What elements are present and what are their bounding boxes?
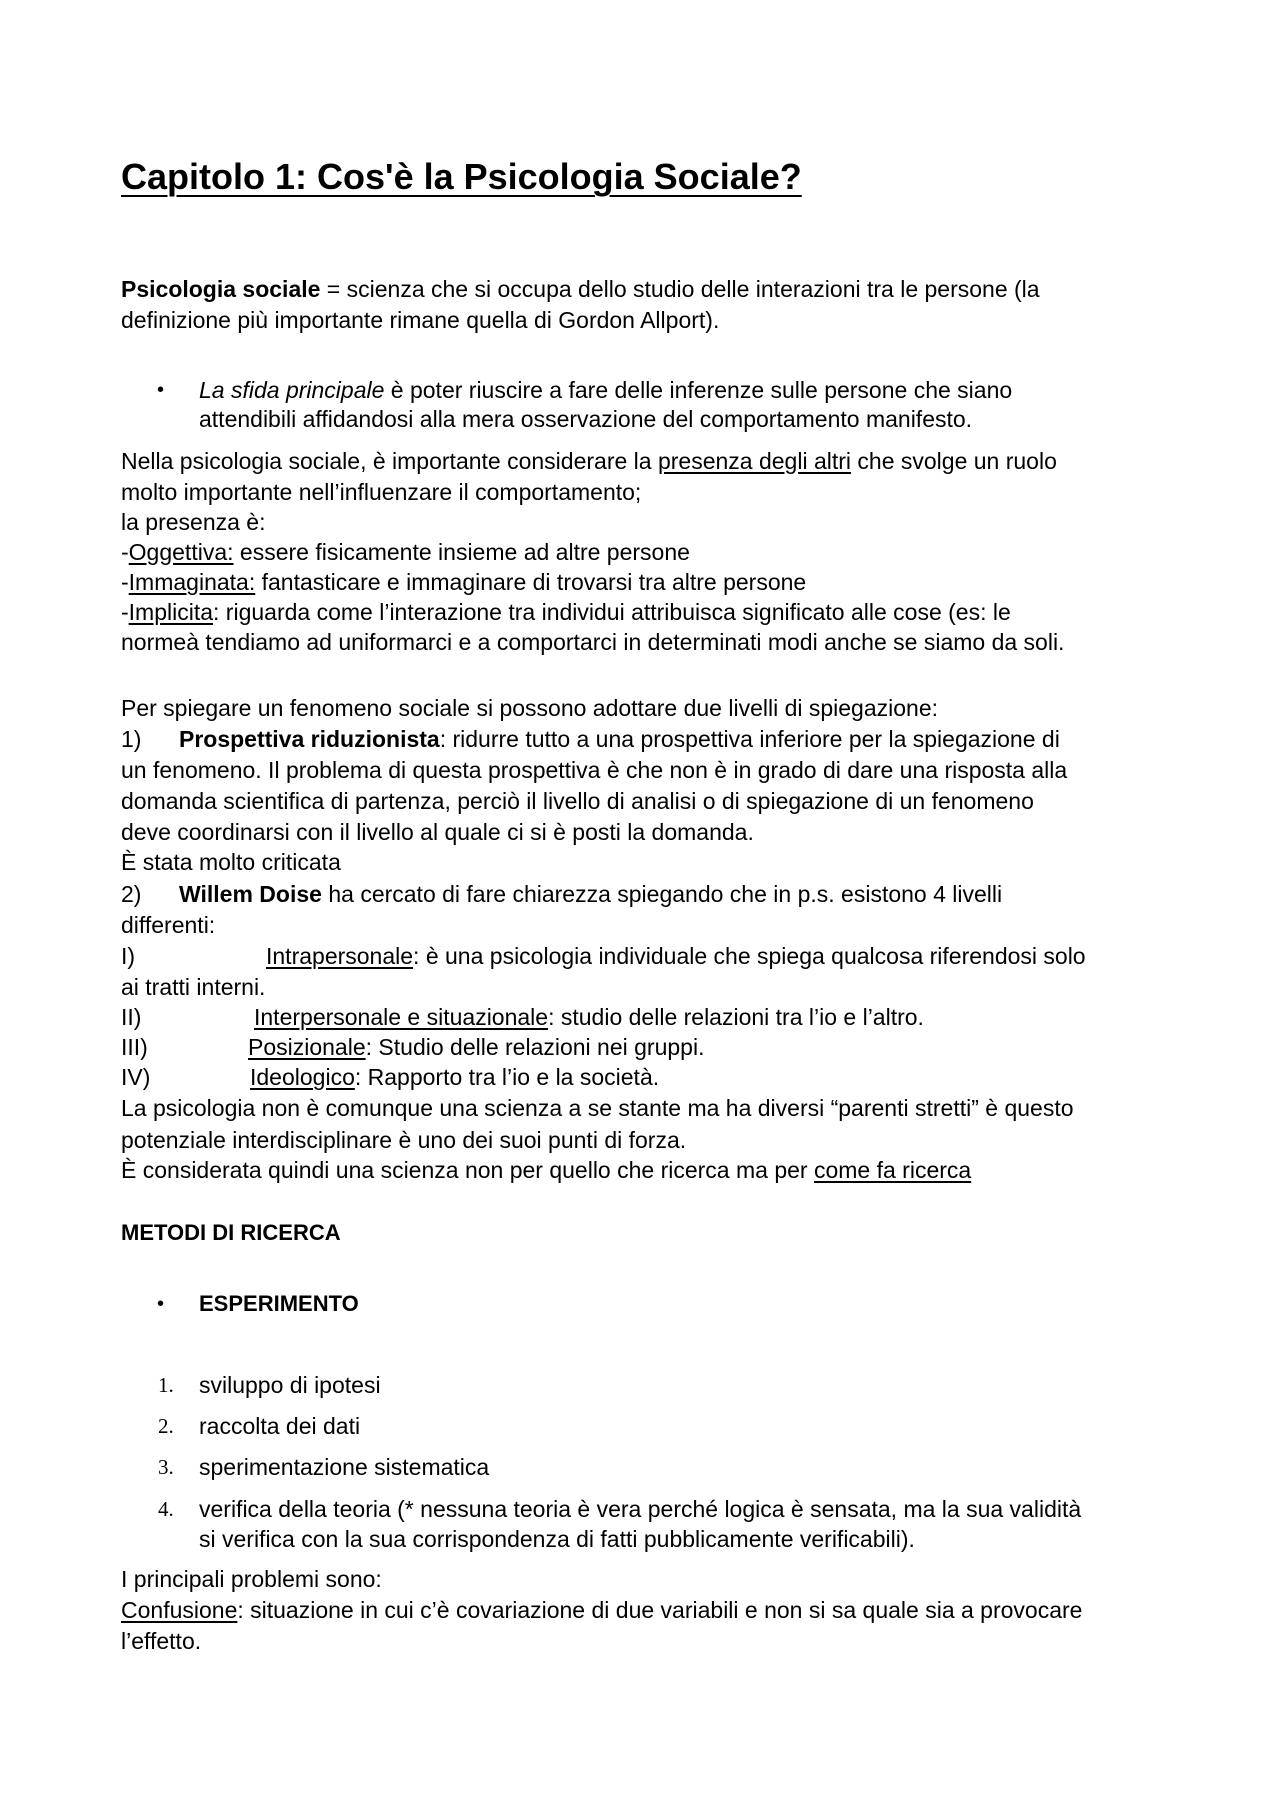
- closing-line: potenziale interdisciplinare è uno dei suoi punti di forza.: [121, 1127, 687, 1153]
- reduction-line: È stata molto criticata: [121, 849, 341, 875]
- page-title: Capitolo 1: Cos'è la Psicologia Sociale?: [121, 156, 802, 197]
- challenge-line: attendibili affidandosi alla mera osservazione del comportamento manifesto.: [199, 406, 973, 432]
- definition-term: Psicologia sociale: [121, 276, 321, 302]
- methods-heading: METODI DI RICERCA: [121, 1220, 341, 1245]
- presence-implicita: -Implicita: riguarda come l’interazione tra individui attribuisca significato alle cose (es: le: [121, 599, 1011, 625]
- level-item: Intrapersonale: è una psicologia individuale che spiega qualcosa riferendosi solo: [266, 943, 1086, 969]
- step-number: 1.: [158, 1373, 174, 1397]
- definition-line: Psicologia sociale = scienza che si occupa dello studio delle interazioni tra le persone (la: [121, 276, 1040, 302]
- level-roman: I): [121, 943, 136, 969]
- doise-number: 2): [121, 881, 142, 907]
- confusion-line: l’effetto.: [121, 1628, 202, 1654]
- presence-line: la presenza è:: [121, 509, 266, 535]
- level-item: ai tratti interni.: [121, 974, 266, 1000]
- definition-line: definizione più importante rimane quella di Gordon Allport).: [121, 307, 720, 333]
- bullet-marker: •: [157, 379, 165, 401]
- confusion-line: Confusione: situazione in cui c’è covariazione di due variabili e non si sa quale sia a provocare: [121, 1597, 1083, 1623]
- levels-intro: Per spiegare un fenomeno sociale si possono adottare due livelli di spiegazione:: [121, 695, 939, 721]
- challenge-term: La sfida principale: [199, 377, 385, 403]
- step-number: 3.: [158, 1455, 174, 1479]
- presence-line: Nella psicologia sociale, è importante considerare la presenza degli altri che svolge un ruolo: [121, 448, 1057, 474]
- level-item: Ideologico: Rapporto tra l’io e la società.: [250, 1064, 660, 1090]
- presence-term: presenza degli altri: [657, 448, 852, 474]
- step-item: verifica della teoria (* nessuna teoria è vera perché logica è sensata, ma la sua validità: [199, 1496, 1082, 1522]
- confusion-term: Confusione: [121, 1597, 238, 1623]
- bullet-marker: •: [157, 1293, 165, 1315]
- reduction-number: 1): [121, 726, 142, 752]
- presence-immaginata: -Immaginata: fantasticare e immaginare di trovarsi tra altre persone: [121, 569, 807, 595]
- reduction-line: deve coordinarsi con il livello al quale ci si è posti la domanda.: [121, 819, 754, 845]
- reduction-line: un fenomeno. Il problema di questa prospettiva è che non è in grado di dare una risposta alla: [121, 757, 1068, 783]
- step-number: 2.: [158, 1414, 174, 1438]
- doise-term: Willem Doise: [179, 881, 322, 907]
- closing-line: È considerata quindi una scienza non per quello che ricerca ma per come fa ricerca: [121, 1157, 972, 1183]
- presence-line: molto importante nell’influenzare il comportamento;: [121, 479, 642, 505]
- level-item: Posizionale: Studio delle relazioni nei gruppi.: [248, 1034, 705, 1060]
- step-item: sperimentazione sistematica: [199, 1454, 490, 1480]
- doise-line: differenti:: [121, 912, 216, 938]
- problems-intro: I principali problemi sono:: [121, 1566, 382, 1592]
- challenge-line: La sfida principale è poter riuscire a fare delle inferenze sulle persone che siano: [199, 377, 1013, 403]
- presence-oggettiva: -Oggettiva: essere fisicamente insieme ad altre persone: [121, 539, 690, 565]
- closing-term: come fa ricerca: [813, 1157, 972, 1183]
- closing-line: La psicologia non è comunque una scienza a se stante ma ha diversi “parenti stretti” è questo: [121, 1095, 1074, 1121]
- doise-line: Willem Doise ha cercato di fare chiarezza spiegando che in p.s. esistono 4 livelli: [179, 881, 1003, 907]
- experiment-heading: ESPERIMENTO: [199, 1291, 359, 1316]
- step-item: si verifica con la sua corrispondenza di fatti pubblicamente verificabili).: [199, 1526, 915, 1552]
- reduction-line: domanda scientifica di partenza, perciò il livello di analisi o di spiegazione di un fenomeno: [121, 788, 1034, 814]
- step-item: raccolta dei dati: [199, 1413, 361, 1439]
- level-roman: IV): [121, 1064, 151, 1090]
- reduction-term: Prospettiva riduzionista: [179, 726, 440, 752]
- step-item: sviluppo di ipotesi: [199, 1372, 381, 1398]
- presence-implicita: normeà tendiamo ad uniformarci e a comportarci in determinati modi anche se siamo da soli.: [121, 629, 1065, 655]
- step-number: 4.: [158, 1497, 174, 1521]
- reduction-line: Prospettiva riduzionista: ridurre tutto a una prospettiva inferiore per la spiegazione di: [179, 726, 1060, 752]
- level-item: Interpersonale e situazionale: studio delle relazioni tra l’io e l’altro.: [254, 1004, 924, 1030]
- level-roman: III): [121, 1034, 148, 1060]
- level-roman: II): [121, 1004, 142, 1030]
